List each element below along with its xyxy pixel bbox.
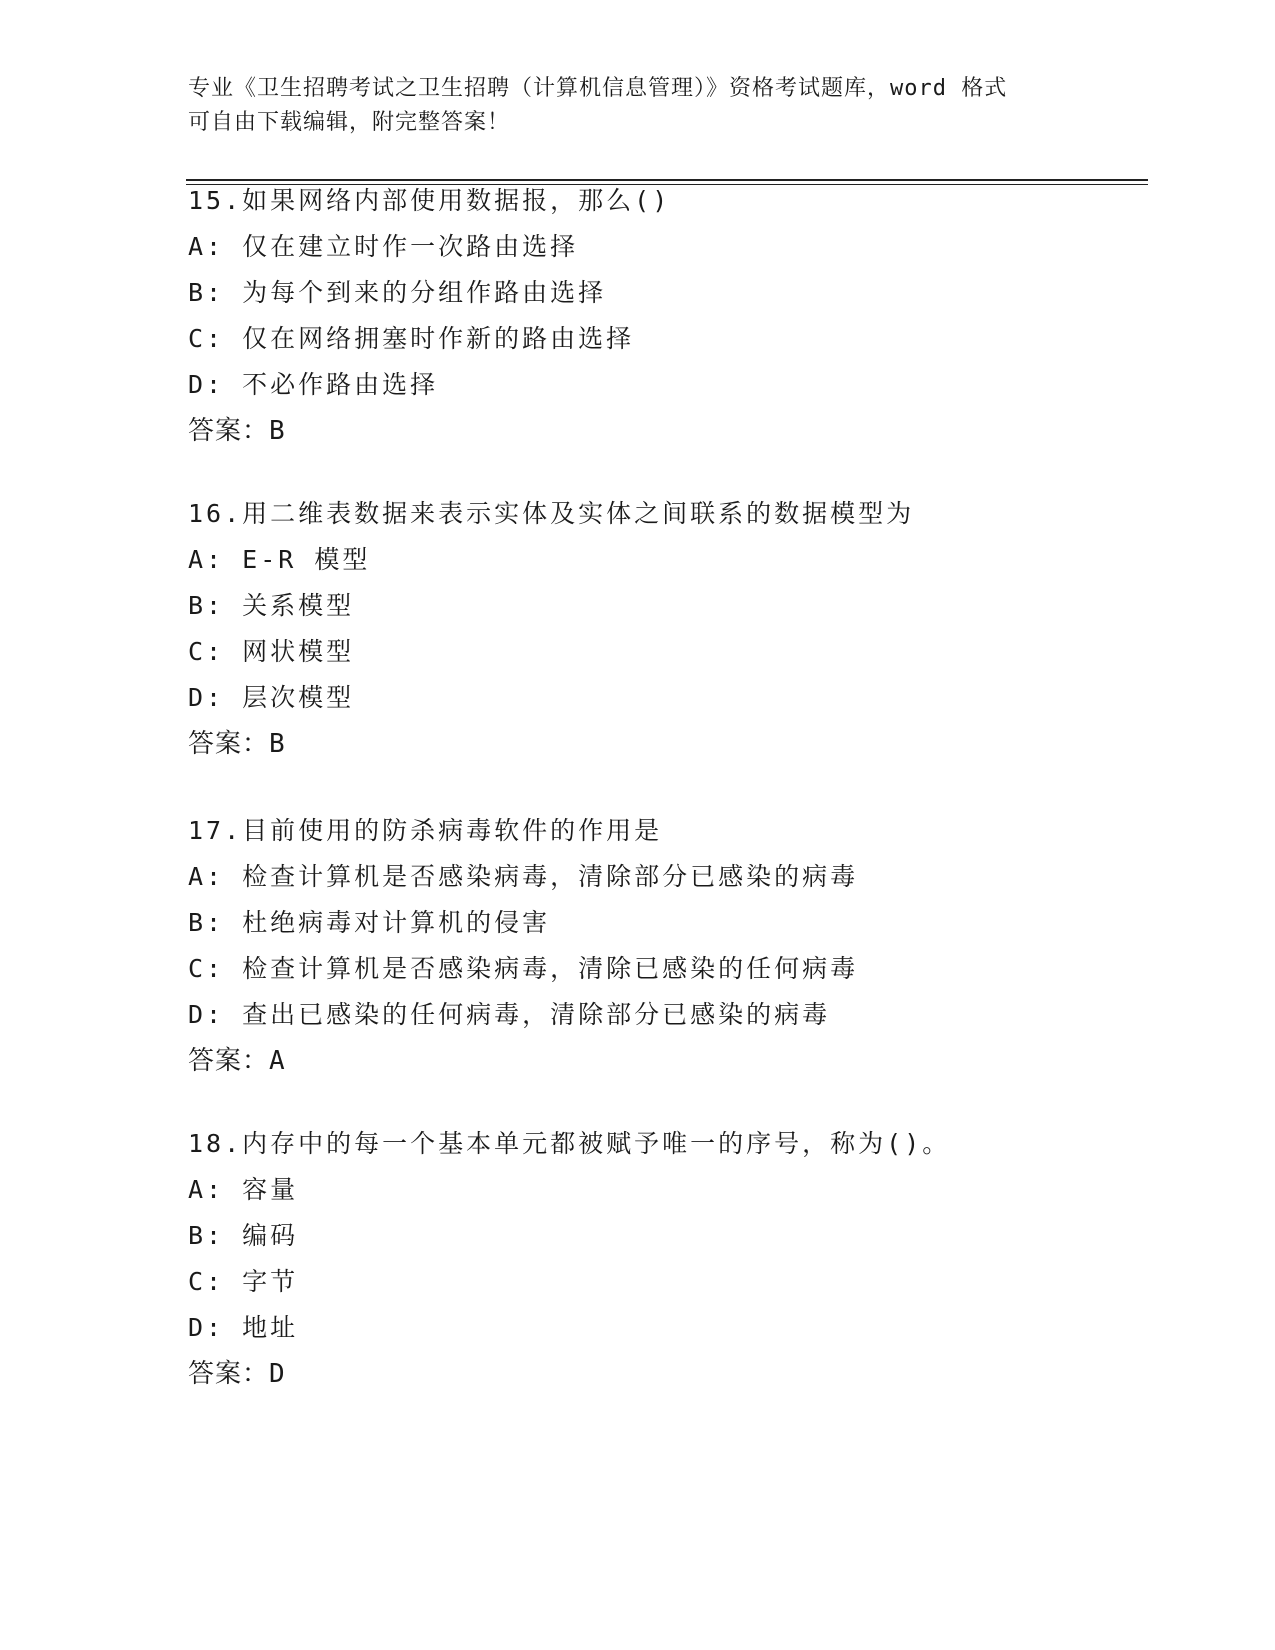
question-16 <box>188 491 1148 767</box>
option-b: B: 杜绝病毒对计算机的侵害 <box>188 908 551 937</box>
option-b: B: 为每个到来的分组作路由选择 <box>188 278 607 307</box>
question-15 <box>188 178 1148 454</box>
option-a: A: E-R 模型 <box>188 545 371 574</box>
option-c: C: 字节 <box>188 1267 299 1296</box>
answer-line <box>188 1351 1148 1397</box>
option-a: A: 检查计算机是否感染病毒，清除部分已感染的病毒 <box>188 862 859 891</box>
answer-label: 答案： <box>188 729 270 759</box>
option-a: A: 仅在建立时作一次路由选择 <box>188 232 579 261</box>
option-b: B: 关系模型 <box>188 591 355 620</box>
answer-value: A <box>269 1046 286 1076</box>
header-line-2: 可自由下载编辑，附完整答案！ <box>188 110 511 135</box>
option-c: C: 网状模型 <box>188 637 355 666</box>
answer-value: B <box>269 729 286 759</box>
answer-line <box>188 1038 1148 1084</box>
question-stem: 15.如果网络内部使用数据报，那么() <box>188 186 671 215</box>
question-17 <box>188 808 1148 1084</box>
question-stem: 17.目前使用的防杀病毒软件的作用是 <box>188 816 663 845</box>
question-stem: 16.用二维表数据来表示实体及实体之间联系的数据模型为 <box>188 499 915 528</box>
answer-label: 答案： <box>188 1046 270 1076</box>
answer-line <box>188 408 1148 454</box>
option-a: A: 容量 <box>188 1175 299 1204</box>
option-d: D: 层次模型 <box>188 683 355 712</box>
answer-label: 答案： <box>188 1359 270 1389</box>
question-stem: 18.内存中的每一个基本单元都被赋予唯一的序号，称为()。 <box>188 1129 951 1158</box>
answer-value: B <box>269 416 286 446</box>
document-header <box>188 72 1088 140</box>
option-d: D: 查出已感染的任何病毒，清除部分已感染的病毒 <box>188 1000 831 1029</box>
question-18 <box>188 1121 1148 1397</box>
option-d: D: 地址 <box>188 1313 299 1342</box>
option-b: B: 编码 <box>188 1221 299 1250</box>
option-d: D: 不必作路由选择 <box>188 370 439 399</box>
header-line-1: 专业《卫生招聘考试之卫生招聘（计算机信息管理）》资格考试题库，word 格式 <box>188 76 1008 101</box>
answer-line <box>188 721 1148 767</box>
option-c: C: 检查计算机是否感染病毒，清除已感染的任何病毒 <box>188 954 859 983</box>
answer-label: 答案： <box>188 416 270 446</box>
answer-value: D <box>269 1359 286 1389</box>
option-c: C: 仅在网络拥塞时作新的路由选择 <box>188 324 635 353</box>
